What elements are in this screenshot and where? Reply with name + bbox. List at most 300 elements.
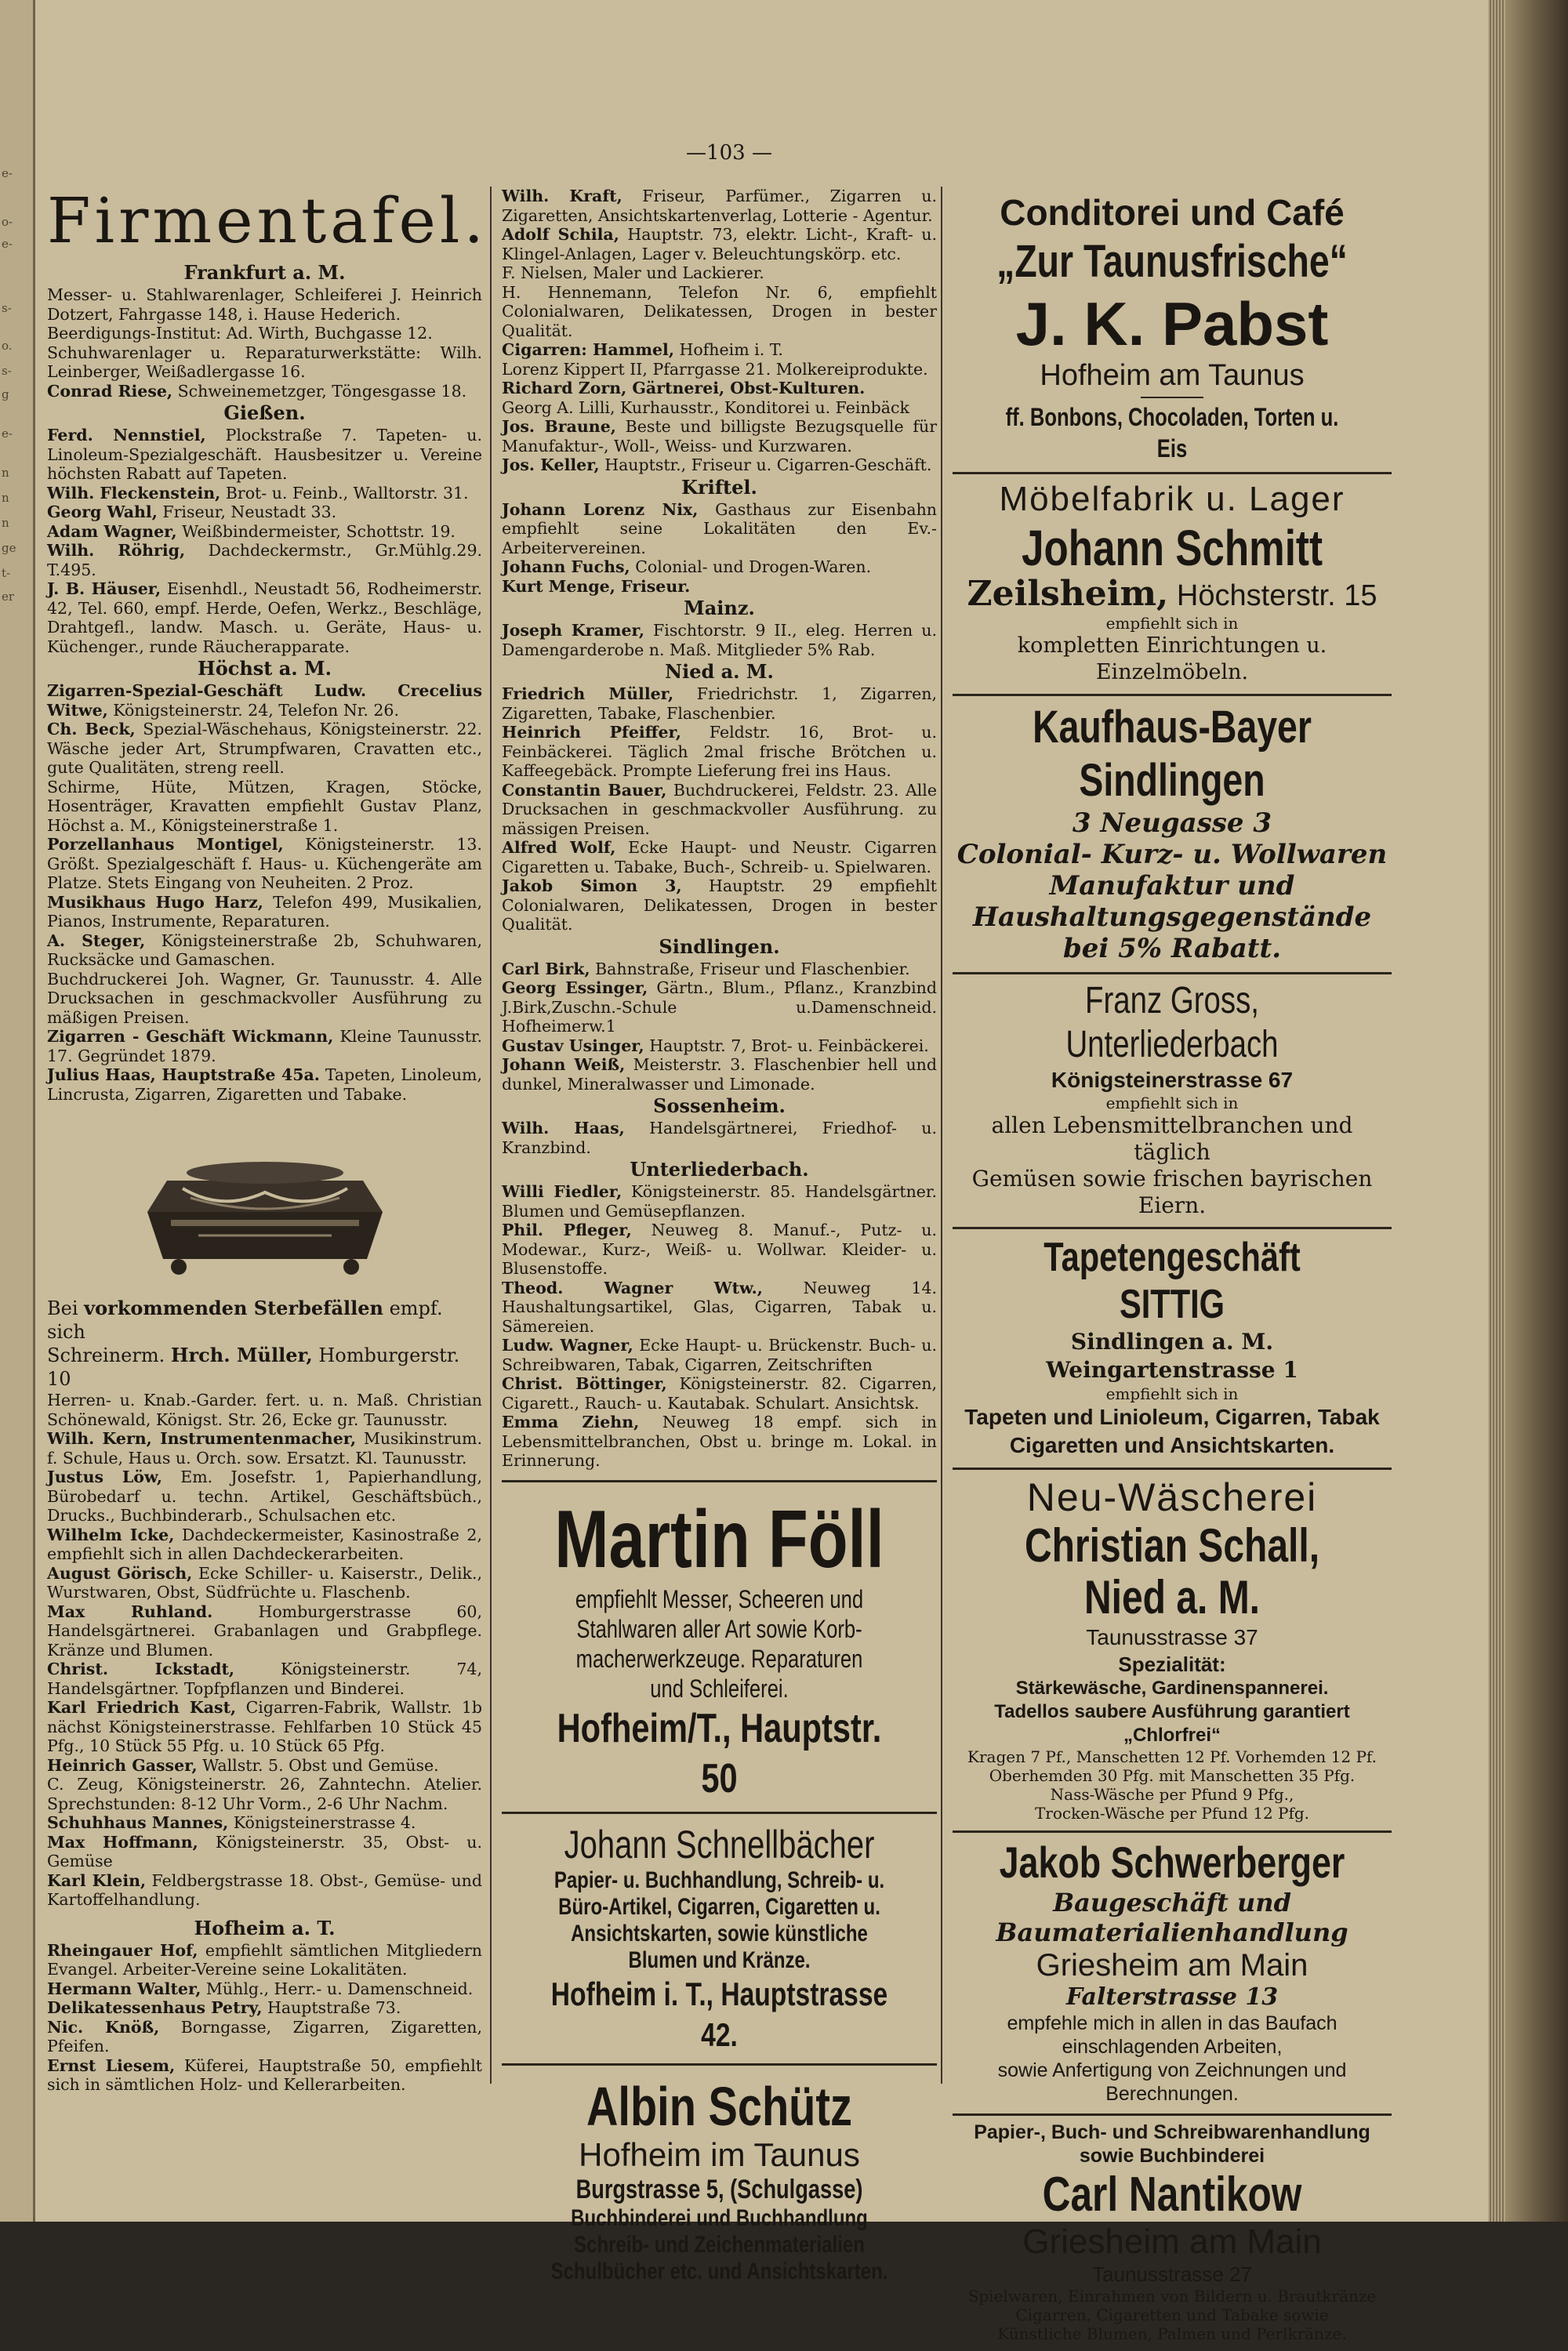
section-heading: Nied a. M.: [665, 660, 774, 683]
entry-name: Carl Birk,: [502, 959, 590, 978]
section-heading: Mainz.: [684, 597, 755, 619]
entry-text: Königsteinerstr. 74, Handelsgärtner. Topfpflanzen und Binderei.: [47, 1660, 482, 1698]
column-middle: [502, 187, 937, 2293]
directory-entry: [502, 1279, 937, 1337]
entry-text: Messer- u. Stahlwarenlager, Schleiferei J. Heinrich Dotzert, Fahrgasse 148, i. Hause Hederich.: [47, 285, 482, 324]
directory-entry: [502, 225, 937, 263]
directory-entry: [502, 187, 937, 225]
entry-text: Gärtn., Blum., Pflanz., Kranzbind J.Birk,Zuschn.-Schule u.Damenschneid. Hofheimerw.1: [502, 978, 937, 1036]
ad-schnellbaecher: [502, 1814, 937, 2066]
entry-name: Alfred Wolf,: [502, 838, 616, 857]
margin-char: e-: [2, 237, 13, 251]
ad-text: Stahlwaren aller Art sowie Korb-: [576, 1614, 862, 1643]
directory-entry: [47, 1833, 482, 1871]
ad-text: Gemüsen sowie frischen bayrischen Eiern.: [971, 1166, 1373, 1218]
entry-name: Georg Essinger,: [502, 978, 648, 997]
ad-schuetz: [502, 2066, 937, 2293]
entry-name: Johann Weiß,: [502, 1055, 626, 1074]
directory-entry: [502, 781, 937, 839]
ad-title: Albin Schütz: [586, 2075, 853, 2137]
margin-char: o-: [2, 215, 13, 229]
entry-text: Königsteinerstr. 13. Größt. Spezialgeschäft f. Haus- u. Küchengeräte am Platze. Stets Eingang von Neuheiten. 2 Proz.: [47, 835, 482, 892]
entry-name: Max Ruhland.: [47, 1602, 213, 1621]
ad-text: Falterstrasse 13: [1065, 1983, 1279, 2011]
directory-entry: [47, 579, 482, 656]
directory-entry: [47, 1391, 482, 1429]
directory-entry: [47, 1065, 482, 1104]
entry-list: [47, 1941, 482, 2095]
entry-text: C. Zeug, Königsteinerstr. 26, Zahntechn. Atelier. Sprechstunden: 8-12 Uhr Vorm., 2-6 Uhr Nachm.: [47, 1775, 482, 1813]
entry-name: Rheingauer Hof,: [47, 1940, 198, 1960]
directory-entry: [47, 1775, 482, 1813]
directory-entry: [502, 340, 937, 360]
entry-text: Hauptstraße 73.: [262, 1998, 401, 2017]
directory-entry: [502, 978, 937, 1036]
entry-text: Schirme, Hüte, Mützen, Kragen, Stöcke, Hosenträger, Kravatten empfiehlt Gustav Planz, Höchst a. M., Königsteinerstraße 1.: [47, 777, 482, 835]
entry-text: Plockstraße 7. Tapeten- u. Linoleum-Spezialgeschäft. Hausbesitzer u. Vereine höchsten Rabatt auf Tapeten.: [47, 426, 482, 483]
page-stack-edge: [1488, 0, 1505, 2222]
ad-kaufhaus-bayer: [953, 696, 1392, 974]
ad-schmitt: [953, 474, 1392, 696]
ad-title: Carl Nantikow: [1042, 2168, 1302, 2222]
entry-name: Karl Klein,: [47, 1870, 147, 1890]
directory-entry: [47, 1027, 482, 1065]
ad-text: empfiehlt sich in: [1105, 1094, 1239, 1112]
entry-list: [502, 1119, 937, 1157]
entry-name: A. Steger,: [47, 931, 146, 950]
entry-text: Hauptstr. 7, Brot- u. Feinbäckerei.: [644, 1036, 929, 1055]
ad-text: „Chlorfrei“: [1123, 1725, 1221, 1746]
ad-text: Griesheim am Main: [1036, 1948, 1308, 1983]
entry-name: Wilhelm Icke,: [47, 1525, 175, 1544]
column-left: [47, 184, 488, 2095]
directory-entry: [502, 1413, 937, 1471]
section-heading: Gießen.: [223, 401, 306, 424]
entry-text: Buchdruckerei, Feldstr. 23. Alle Drucksachen in geschmackvoller Ausführung. zu mässigen Preisen.: [502, 780, 937, 838]
entry-name: Wilh. Kraft,: [502, 187, 622, 205]
entry-text: Meisterstr. 3. Flaschenbier hell und dunkel, Mineralwasser und Limonade.: [502, 1055, 937, 1094]
ad-text: Papier-, Buch- und Schreibwarenhandlung: [974, 2121, 1370, 2143]
entry-text: Telefon 499, Musikalien, Pianos, Instrumente, Reparaturen.: [47, 892, 482, 931]
directory-entry: [47, 324, 482, 343]
entry-name: Jos. Keller,: [502, 455, 600, 474]
entry-text: Beerdigungs-Institut: Ad. Wirth, Buchgasse 12.: [47, 324, 433, 343]
directory-entry: [502, 723, 937, 781]
entry-name: Zigarren-Spezial-Geschäft Ludw. Crecelius Witwe,: [47, 681, 482, 720]
entry-name: Schuhhaus Mannes,: [47, 1813, 229, 1832]
entry-name: Ernst Liesem,: [47, 2055, 176, 2075]
entry-name: Nic. Knöß,: [47, 2017, 160, 2037]
entry-text: Georg A. Lilli, Kurhausstr., Konditorei u. Feinbäck: [502, 397, 909, 417]
entry-text: F. Nielsen, Maler und Lackierer.: [502, 263, 764, 282]
directory-entry: [502, 684, 937, 723]
ad-nantikow: [953, 2116, 1392, 2351]
ad-text: Tapeten und Linioleum, Cigarren, Tabak: [964, 1405, 1380, 1429]
column-divider: [941, 187, 942, 2084]
directory-entry: [502, 1374, 937, 1413]
ad-text: empfiehlt sich in: [1105, 1384, 1239, 1403]
ad-text: Taunusstrasse 27: [1092, 2262, 1252, 2286]
directory-entry: [502, 1221, 937, 1279]
ad-title: Martin Föll: [554, 1493, 884, 1585]
entry-text: Handelsgärtnerei, Friedhof- u. Kranzbind.: [502, 1119, 937, 1157]
entry-list: [502, 500, 937, 597]
entry-text: Colonial- und Drogen-Waren.: [630, 557, 872, 576]
section-heading: Kriftel.: [681, 475, 757, 499]
entry-list: [502, 684, 937, 934]
ad-text: sowie Anfertigung von Zeichnungen und: [997, 2059, 1347, 2081]
margin-char: n: [2, 491, 9, 505]
section-heading: Unterliederbach.: [630, 1158, 809, 1181]
entry-list: [502, 187, 937, 475]
entry-text: Ecke Haupt- und Neustr. Cigarren Cigaretten u. Tabake, Buch-, Schreib- u. Spielwaren.: [502, 838, 937, 876]
directory-entry: [502, 500, 937, 558]
page-number: —103 —: [686, 141, 772, 165]
directory-entry: [502, 621, 937, 659]
section-heading: Höchst a. M.: [198, 657, 332, 680]
column-right: [953, 187, 1392, 2351]
ad-text: Berechnungen.: [1105, 2083, 1239, 2105]
entry-text: Gasthaus zur Eisenbahn empfiehlt seine Lokalitäten den Ev.-Arbeitervereinen.: [502, 499, 937, 557]
margin-char: t-: [2, 566, 11, 580]
coffin-illustration: [47, 1126, 482, 1286]
ad-text: Baugeschäft und: [1053, 1888, 1291, 1917]
entry-text: Hofheim i. T.: [673, 340, 783, 359]
entry-text: Lorenz Kippert II, Pfarrgasse 21. Molkereiprodukte.: [502, 359, 928, 379]
entry-text: Dachdeckermeister, Kasinostraße 2, empfiehlt sich in allen Dachdeckerarbeiten.: [47, 1525, 482, 1563]
ad-sittig: [953, 1229, 1392, 1470]
directory-entry: [47, 970, 482, 1028]
directory-entry: [47, 1813, 482, 1833]
directory-entry: [47, 484, 482, 503]
ad-text: Spielwaren, Einrahmen von Bildern u. Brautkränze: [967, 2287, 1377, 2306]
directory-entry: [47, 426, 482, 484]
ad-foell: [502, 1480, 937, 1814]
entry-list: [502, 1182, 937, 1471]
directory-entry: [47, 382, 482, 401]
margin-char: s-: [2, 301, 12, 315]
ad-text: Sindlingen a. M. Weingartenstrasse 1: [1046, 1329, 1298, 1383]
ad-address: Hofheim i. T., Hauptstrasse 42.: [550, 1975, 888, 2053]
directory-entry: [502, 263, 937, 283]
margin-char: n: [2, 516, 9, 530]
ad-text: Griesheim am Main: [1022, 2222, 1322, 2261]
entry-name: Wilh. Kern, Instrumentenmacher,: [47, 1429, 357, 1448]
margin-char: er: [2, 590, 15, 604]
directory-entry: [47, 1871, 482, 1910]
section-heading: Sossenheim.: [653, 1094, 786, 1117]
directory-entry: [47, 2056, 482, 2095]
directory-entry: [47, 1468, 482, 1526]
directory-entry: [502, 1182, 937, 1221]
entry-text: Schuhwarenlager u. Reparaturwerkstätte: Wilh. Leinberger, Weißadlergasse 16.: [47, 343, 482, 381]
directory-entry: [502, 557, 937, 577]
entry-text: Küferei, Hauptstraße 50, empfiehlt sich in sämtlichen Holz- und Kellerarbeiten.: [47, 2055, 482, 2094]
entry-text: Ecke Schiller- u. Kaiserstr., Delik., Wurstwaren, Obst, Südfrüchte u. Flaschenb.: [47, 1563, 482, 1602]
entry-text: Hauptstr., Friseur u. Cigarren-Geschäft.: [599, 455, 932, 474]
entry-name: Johann Fuchs,: [502, 557, 630, 576]
ad-text: Blumen und Kränze.: [628, 1946, 811, 1973]
entry-name: Gustav Usinger,: [502, 1036, 644, 1055]
entry-text: Weißbindermeister, Schottstr. 19.: [176, 521, 456, 541]
ad-schwerberger: [953, 1833, 1392, 2116]
column-divider: [490, 187, 492, 2084]
ad-text: Tadellos saubere Ausführung garantiert: [994, 1701, 1350, 1722]
margin-char: s-: [2, 364, 12, 378]
entry-name: Wilh. Fleckenstein,: [47, 483, 221, 502]
ad-text: Hofheim im Taunus: [579, 2135, 860, 2173]
entry-text: Königsteinerstr. 24, Telefon Nr. 26.: [107, 700, 399, 720]
directory-entry: [502, 360, 937, 379]
book-spine: [1505, 0, 1568, 2222]
entry-name: J. B. Häuser,: [47, 579, 162, 598]
section-heading: Sindlingen.: [659, 934, 780, 958]
ad-text: allen Lebensmittelbranchen und täglich: [991, 1112, 1353, 1165]
directory-entry: [502, 1119, 937, 1157]
entry-text: Kleine Taunusstr. 17. Gegründet 1879.: [47, 1027, 482, 1065]
ad-text: Schulbücher etc. und Ansichtskarten.: [550, 2258, 888, 2284]
entry-name: Georg Wahl,: [47, 502, 158, 521]
ad-title: Franz Gross, Unterliederbach: [1065, 980, 1279, 1065]
ad-text: Künstliche Blumen, Palmen und Perlkränze.: [997, 2324, 1347, 2343]
ad-text: Buchbinderei und Buchhandlung: [571, 2204, 868, 2231]
ad-text: 3 Neugasse 3: [1072, 807, 1272, 839]
entry-text: Spezial-Wäschehaus, Königsteinerstr. 22. Wäsche jeder Art, Strumpfwaren, Cravatten etc., gute Qualitäten, streng reell.: [47, 720, 483, 777]
previous-page-margin: [0, 0, 35, 2222]
entry-name: Theod. Wagner Wtw.,: [502, 1278, 763, 1297]
ad-text: Nass-Wäsche per Pfund 9 Pfg.,: [1050, 1785, 1294, 1804]
directory-entry: [502, 1336, 937, 1374]
entry-name: Christ. Böttinger,: [502, 1374, 667, 1393]
directory-entry: [47, 1941, 482, 1979]
ad-text: Ansichtskarten, sowie künstliche: [571, 1920, 868, 1946]
ad-text: ff. Bonbons, Chocoladen, Torten u. Eis: [1005, 403, 1339, 463]
ad-text: „Zur Taunusfrische“: [996, 236, 1348, 287]
margin-char: g: [2, 387, 9, 401]
entry-name: Julius Haas, Hauptstraße 45a.: [47, 1065, 320, 1084]
ad-text: Trocken-Wäsche per Pfund 12 Pfg.: [1034, 1804, 1310, 1823]
directory-entry: [502, 960, 937, 979]
entry-name: Constantin Bauer,: [502, 780, 667, 800]
entry-name: Heinrich Gasser,: [47, 1755, 198, 1775]
entry-text: Brot- u. Feinb., Walltorstr. 31.: [220, 483, 469, 502]
ad-text: Cigaretten und Ansichtskarten.: [1009, 1433, 1335, 1457]
directory-entry: [47, 1429, 482, 1468]
directory-entry: [47, 1756, 482, 1776]
entry-text: Königsteinerstraße 2b, Schuhwaren, Rucksäcke und Gamaschen.: [47, 931, 482, 969]
entry-name: Max Hoffmann,: [47, 1832, 198, 1852]
directory-entry: [502, 379, 937, 398]
entry-text: Tapeten, Linoleum, Lincrusta, Zigarren, Zigaretten und Tabake.: [47, 1065, 482, 1104]
directory-entry: [502, 577, 937, 597]
margin-char: e-: [2, 166, 13, 180]
entry-list: [47, 681, 482, 1104]
entry-name: Adam Wagner,: [47, 521, 177, 541]
entry-list: [502, 960, 937, 1094]
directory-entry: [47, 1602, 482, 1660]
directory-entry: [47, 502, 482, 522]
entry-text: Fischtorstr. 9 II., eleg. Herren u. Damengarderobe n. Maß. Mitglieder 5% Rab.: [502, 621, 937, 659]
directory-entry: [502, 398, 937, 418]
ad-gross: [953, 974, 1392, 1229]
entry-name: Ch. Beck,: [47, 720, 136, 738]
ad-text: Stärkewäsche, Gardinenspannerei.: [1015, 1678, 1329, 1699]
ad-title: Jakob Schwerberger: [999, 1838, 1345, 1887]
margin-char: e-: [2, 426, 13, 441]
entry-name: Conrad Riese,: [47, 381, 173, 401]
entry-name: Jos. Braune,: [502, 417, 616, 436]
ad-title: Johann Schnellbächer: [564, 1822, 875, 1867]
entry-text: Em. Josefstr. 1, Papierhandlung, Bürobedarf u. techn. Artikel, Geschäftsbüch., Drucks., Buchbinderarb., Schulsachen etc.: [47, 1468, 482, 1525]
directory-entry: [47, 835, 482, 893]
directory-entry: [502, 1036, 937, 1056]
entry-text: H. Hennemann, Telefon Nr. 6, empfiehlt Colonialwaren, Delikatessen, Drogen in bester Qualität.: [502, 282, 937, 340]
ad-text: Neu-Wäscherei: [1026, 1475, 1318, 1519]
entry-name: Heinrich Pfeiffer,: [502, 723, 681, 742]
entry-text: Mühlg., Herr.- u. Damenschneid.: [201, 1979, 474, 1998]
directory-entry: [47, 343, 482, 382]
directory-entry: [502, 876, 937, 934]
directory-entry: [47, 1979, 482, 1999]
entry-name: Karl Friedrich Kast,: [47, 1698, 237, 1717]
directory-entry: [47, 2018, 482, 2056]
entry-name: Johann Lorenz Nix,: [502, 499, 699, 519]
entry-text: Neuweg 14. Haushaltungsartikel, Glas, Cigarren, Tabak u. Sämereien.: [502, 1278, 937, 1336]
directory-entry: [47, 778, 482, 836]
ad-text: und Schleiferei.: [650, 1674, 789, 1703]
ad-text: bei 5% Rabatt.: [1062, 933, 1282, 964]
entry-name: Hermann Walter,: [47, 1979, 201, 1998]
ad-text: Möbelfabrik u. Lager: [999, 480, 1345, 518]
entry-name: Christ. Ickstadt,: [47, 1660, 235, 1678]
directory-entry: [47, 1998, 482, 2018]
entry-text: Friseur, Neustadt 33.: [157, 502, 337, 521]
entry-text: Friseur, Parfümer., Zigarren u. Zigaretten, Ansichtskartenverlag, Lotterie - Agentur.: [502, 187, 938, 225]
ad-text: Kragen 7 Pf., Manschetten 12 Pf. Vorhemden 12 Pf.: [967, 1747, 1377, 1766]
entry-list: [502, 621, 937, 659]
entry-text: Hauptstr. 29 empfiehlt Colonialwaren, Delikatessen, Drogen in bester Qualität.: [502, 876, 937, 934]
entry-text: Cigarren-Fabrik, Wallstr. 1b nächst Königsteinerstrasse. Fehlfarben 10 Stück 45 Pfg., 10 Stück 55 Pfg. u. 10 Stück 65 Pfg.: [47, 1698, 482, 1755]
ad-text: Burgstrasse 5, (Schulgasse): [575, 2174, 863, 2204]
entry-text: Homburgerstrasse 60, Handelsgärtnerei. Grabanlagen und Grabpflege. Kränze und Blumen.: [47, 1602, 482, 1660]
entry-name: Ferd. Nennstiel,: [47, 426, 206, 444]
entry-name: Kurt Menge, Friseur.: [502, 576, 691, 596]
ad-text: Königsteinerstrasse 67: [1051, 1068, 1294, 1092]
entry-text: Königsteinerstr. 85. Handelsgärtner. Blumen und Gemüsepflanzen.: [502, 1182, 937, 1221]
entry-list: [47, 285, 482, 401]
entry-name: Delikatessenhaus Petry,: [47, 1998, 263, 2017]
ad-text: sowie Buchbinderei: [1079, 2145, 1265, 2167]
entry-name: Friedrich Müller,: [502, 684, 674, 703]
directory-entry: [47, 1564, 482, 1602]
entry-text: Hauptstr. 73, elektr. Licht-, Kraft- u. Klingel-Anlagen, Lager v. Beleuchtungskörp. etc.: [502, 225, 937, 263]
entry-name: Ludw. Wagner,: [502, 1336, 633, 1355]
entry-text: Feldbergstrasse 18. Obst-, Gemüse- und Kartoffelhandlung.: [47, 1870, 482, 1909]
directory-entry: [502, 838, 937, 876]
entry-text: Borngasse, Zigarren, Zigaretten, Pfeifen.: [47, 2017, 482, 2055]
ad-text: Baumaterialienhandlung: [996, 1917, 1348, 1947]
coffin-icon: [136, 1126, 394, 1283]
ad-text: Oberhemden 30 Pfg. mit Manschetten 35 Pfg.: [989, 1766, 1356, 1785]
entry-name: Richard Zorn, Gärtnerei, Obst-Kulturen.: [502, 379, 866, 397]
ad-text: macherwerkzeuge. Reparaturen: [575, 1644, 863, 1673]
entry-name: Adolf Schila,: [502, 225, 619, 244]
ad-text: kompletten Einrichtungen u. Einzelmöbeln.: [1017, 633, 1327, 684]
ad-title: Kaufhaus-Bayer Sindlingen: [1033, 702, 1312, 806]
directory-entry: [47, 1660, 482, 1698]
entry-text: Beste und billigste Bezugsquelle für Manufaktur-, Woll-, Weiss- und Kurzwaren.: [502, 417, 937, 455]
entry-name: Musikhaus Hugo Harz,: [47, 892, 263, 912]
ad-pabst: [953, 187, 1392, 474]
ad-rule: [1141, 397, 1203, 398]
directory-entry: [502, 455, 937, 475]
entry-name: Wilh. Röhrig,: [47, 541, 186, 560]
directory-entry: [47, 522, 482, 542]
directory-entry: [47, 720, 482, 778]
directory-entry: [502, 283, 937, 341]
directory-entry: [47, 681, 482, 720]
entry-text: Königsteinerstrasse 4.: [228, 1813, 416, 1832]
entry-text: Bahnstraße, Friseur und Flaschenbier.: [590, 959, 910, 978]
ad-schall: [953, 1470, 1392, 1833]
margin-char: ge: [2, 541, 16, 555]
entry-name: Emma Ziehn,: [502, 1413, 640, 1431]
ad-title: Tapetengeschäft SITTIG: [1044, 1235, 1301, 1327]
ad-text: Papier- u. Buchhandlung, Schreib- u.: [554, 1867, 885, 1893]
ad-text: Haushaltungsgegenstände: [972, 902, 1372, 933]
directory-entry: [47, 1526, 482, 1564]
ad-text: Zeilsheim, Höchsterstr. 15: [967, 574, 1377, 614]
ad-text: Schreib- und Zeichenmaterialien: [574, 2231, 865, 2258]
entry-list: [47, 426, 482, 656]
entry-text: Königsteinerstr. 82. Cigarren, Cigarett., Rauch- u. Kautabak. Schulart. Ansichtsk.: [502, 1374, 937, 1413]
entry-name: Justus Löw,: [47, 1468, 163, 1486]
entry-name: Cigarren: Hammel,: [502, 340, 674, 359]
entry-name: Willi Fiedler,: [502, 1182, 622, 1201]
ad-text: Manufaktur und: [1049, 870, 1295, 902]
ad-text: Cigarren, Cigaretten und Tabake sowie: [1015, 2306, 1329, 2324]
entry-name: Joseph Kramer,: [502, 621, 644, 640]
directory-entry: [47, 931, 482, 970]
entry-name: August Görisch,: [47, 1563, 193, 1583]
entry-text: Herren- u. Knab.-Garder. fert. u. n. Maß. Christian Schönewald, Königst. Str. 26, Ecke gr. Taunusstr.: [47, 1391, 482, 1429]
directory-entry: [47, 893, 482, 931]
entry-text: Friedrichstr. 1, Zigarren, Zigaretten, Tabake, Flaschenbier.: [502, 684, 938, 723]
margin-char: n: [2, 466, 9, 480]
entry-text: Ecke Haupt- u. Brückenstr. Buch- u. Schreibwaren, Tabak, Cigarren, Zeitschriften: [502, 1336, 937, 1374]
entry-text: Eisenhdl., Neustadt 56, Rodheimerstr. 42, Tel. 660, empf. Herde, Oefen, Werkz., Beschläge, Drahtgefl., landw. Masch. u. Geräte, Haus- u. Küchenger., runde Räucherapparate.: [47, 579, 482, 656]
ad-address: Hofheim/T., Hauptstr. 50: [557, 1705, 882, 1801]
ad-text: Conditorei und Café: [1000, 192, 1345, 233]
directory-entry: [47, 285, 482, 324]
directory-entry: [502, 1055, 937, 1094]
ad-title: Christian Schall, Nied a. M.: [1024, 1519, 1320, 1624]
entry-text: Dachdeckermstr., Gr.Mühlg.29. T.495.: [47, 541, 483, 579]
section-heading: Frankfurt a. M.: [183, 261, 346, 284]
entry-text: Königsteinerstr. 35, Obst- u. Gemüse: [47, 1832, 482, 1870]
section-heading: Hofheim a. T.: [194, 1916, 336, 1939]
ad-title: Johann Schmitt: [1021, 520, 1323, 576]
entry-text: Neuweg 8. Manuf.-, Putz- u. Modewar., Kurz-, Weiß- u. Wollwar. Kleider- u. Blusenstoffe.: [502, 1221, 937, 1278]
entry-text: Wallstr. 5. Obst und Gemüse.: [197, 1755, 439, 1775]
directory-entry: [47, 1698, 482, 1756]
ad-text: empfiehlt sich in: [1105, 614, 1239, 633]
page-title: Firmentafel.: [47, 184, 488, 257]
ad-text: Büro-Artikel, Cigarren, Cigaretten u.: [558, 1893, 880, 1920]
entry-text: Schweinemetzger, Töngesgasse 18.: [172, 381, 467, 401]
directory-entry: [47, 541, 482, 579]
ad-text: empfehle mich in allen in das Baufach: [1007, 2012, 1338, 2034]
